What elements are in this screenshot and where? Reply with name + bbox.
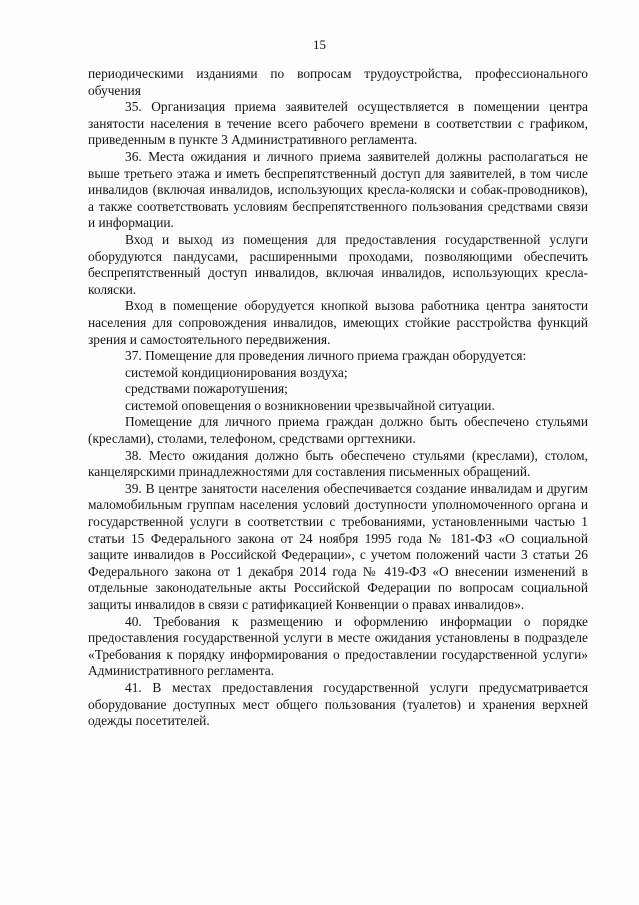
paragraph-37-item-fire: средствами пожаротушения; — [125, 381, 288, 397]
paragraph-36-entrance: Вход и выход из помещения для предоставления государственной услуги оборудуются пандусами, расширенными проходами, позволяющими обеспечить беспрепятственный доступ инвалидов, включая инвалидов, использующих кресла-коляски. — [88, 231, 588, 297]
page-number: 15 — [313, 37, 326, 52]
paragraph-39: 39. В центре занятости населения обеспечивается создание инвалидам и другим маломобильным группам населения условий доступности уполномоченного органа и государственной услуги в соответствии с требованиями, установленными частью 1 статьи 15 Федерального закона от 24 ноября 1995 года № 181-ФЗ «О социальной защите инвалидов в Российской Федерации», с учетом положений части 3 статьи 26 Федерального закона от 1 декабря 2014 года № 419-ФЗ «О внесении изменений в отдельные законодательные акты Российской Федерации по вопросам социальной защиты инвалидов в связи с ратификацией Конвенции о правах инвалидов». — [88, 480, 588, 612]
document-body — [88, 66, 588, 730]
paragraph-continuation: периодическими изданиями по вопросам трудоустройства, профессионального обучения — [88, 66, 588, 98]
paragraph-35: 35. Организация приема заявителей осуществляется в помещении центра занятости населения в течение всего рабочего времени в соответствии с графиком, приведенным в пункте 3 Административного регламента. — [88, 99, 588, 148]
paragraph-37-item-alert: системой оповещения о возникновении чрезвычайной ситуации. — [125, 397, 495, 413]
paragraph-36-call-button: Вход в помещение оборудуется кнопкой вызова работника центра занятости населения для сопровождения инвалидов, имеющих стойкие расстройства функций зрения и самостоятельного передвижения. — [88, 298, 588, 347]
paragraph-41: 41. В местах предоставления государственной услуги предусматривается оборудование доступных мест общего пользования (туалетов) и хранения верхней одежды посетителей. — [88, 679, 588, 729]
paragraph-36: 36. Места ожидания и личного приема заявителей должны располагаться не выше третьего этажа и иметь беспрепятственный доступ для заявителей, в том числе инвалидов (включая инвалидов, использующих кресла-коляски и собак-проводников), а также соответствовать условиям беспрепятственного пользования средствами связи и информации. — [88, 148, 588, 231]
paragraph-40: 40. Требования к размещению и оформлению информации о порядке предоставления государственной услуги в месте ожидания установлены в подразделе «Требования к порядку информирования о предоставлении государственной услуги» Административного регламента. — [88, 613, 588, 679]
paragraph-38: 38. Место ожидания должно быть обеспечено стульями (креслами), столом, канцелярскими принадлежностями для составления письменных обращений. — [88, 447, 588, 480]
paragraph-37-item-ac: системой кондиционирования воздуха; — [125, 364, 348, 380]
paragraph-37: 37. Помещение для проведения личного приема граждан оборудуется: — [125, 348, 527, 364]
paragraph-37-furniture: Помещение для личного приема граждан должно быть обеспечено стульями (креслами), столами, телефоном, средствами оргтехники. — [88, 414, 588, 447]
